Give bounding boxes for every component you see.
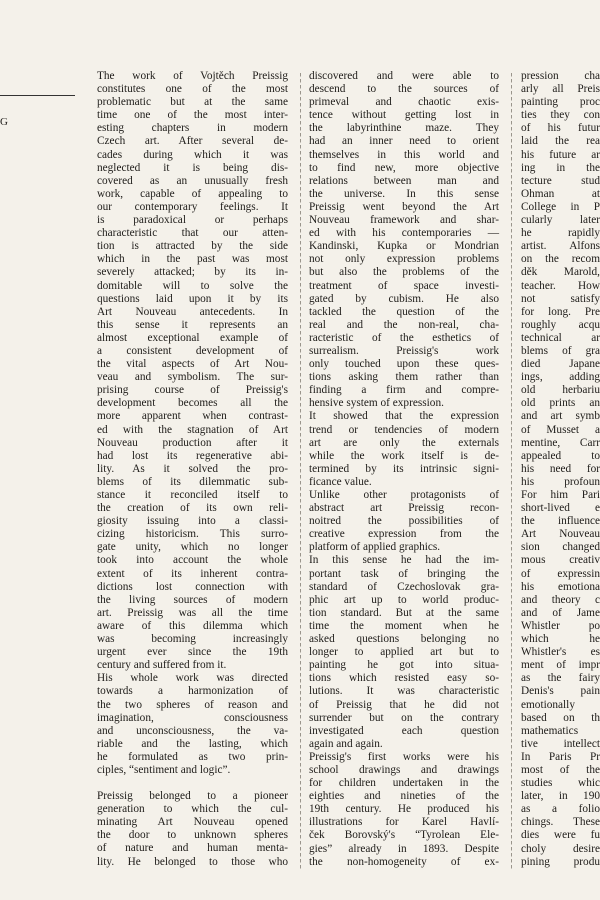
text-line: old prints an [521, 397, 600, 410]
text-line: school drawings and drawings [309, 763, 499, 776]
text-line: had an inner need to orient [309, 135, 499, 148]
text-line: ties they con [521, 109, 600, 122]
text-line: painting proc [521, 96, 600, 109]
text-line: time the moment when he [309, 619, 499, 632]
text-line: technical ar [521, 331, 600, 344]
text-line: the creation of its own reli- [97, 502, 288, 515]
text-line: emotionally [521, 698, 575, 711]
text-line: this sense it represents an [97, 318, 288, 331]
text-line: stance it reconciled itself to [97, 489, 288, 501]
text-line: relations between man and [309, 174, 499, 187]
text-line: lity. As it solved the pro- [97, 462, 288, 475]
text-line: had lost its regenerative abi- [97, 449, 288, 462]
text-line: gies” already in 1893. Despite [309, 842, 499, 855]
text-line: pression cha [521, 70, 600, 82]
text-line: tions asking them rather than [309, 371, 499, 384]
text-line: extent of its inherent contra- [97, 567, 288, 580]
text-line: děk Marold, [521, 266, 600, 279]
text-line: dies were fu [521, 829, 600, 842]
text-line: art. Preissig was all the time [97, 606, 288, 619]
text-line: minating Art Nouveau opened [97, 816, 288, 829]
text-line: only touched upon these ques- [309, 358, 499, 371]
text-line: chings. These [521, 816, 600, 829]
text-line: gated by cubism. He also [309, 292, 499, 305]
text-line: Preissig belonged to a pioneer [97, 790, 288, 803]
text-line: the vital aspects of Art Nou- [97, 358, 288, 371]
text-line: later, in 190 [521, 790, 600, 803]
text-line: real and the non-real, cha- [309, 318, 499, 331]
text-line: ficance value. [309, 475, 372, 488]
text-line: His whole work was directed [97, 672, 288, 685]
text-line: died Japane [521, 358, 600, 371]
text-line: is paradoxical or perhaps [97, 214, 288, 227]
text-line: abstract art Preissig recon- [309, 502, 499, 515]
text-line: dictions lost connection with [97, 580, 288, 593]
text-line: his need for [521, 462, 600, 475]
text-line: characteristic that our atten- [97, 227, 288, 240]
text-line: of his futur [521, 122, 600, 135]
text-line: lutions. It was characteristic [309, 685, 499, 698]
text-line: a consistent development of [97, 344, 288, 357]
text-line: and of Jame [521, 606, 600, 619]
text-line: century and suffered from it. [97, 659, 227, 672]
text-line: cizing historicism. This surro- [97, 528, 288, 541]
text-line: for children undertaken in the [309, 777, 499, 790]
text-line: blems of its dilemmatic sub- [97, 475, 288, 488]
text-line: noitred the possibilities of [309, 515, 499, 528]
text-column-3 [521, 70, 600, 869]
text-line: tackled the question of the [309, 305, 499, 318]
paragraph-gap [97, 777, 288, 790]
text-line: arly all Preis [521, 83, 600, 96]
text-line: ciples, “sentiment and logic”. [97, 763, 231, 776]
text-line: trend or tendencies of modern [309, 423, 499, 436]
text-line: eighties and nineties of the [309, 790, 499, 803]
text-line: he rapidly [521, 227, 600, 240]
text-line: painting he got into situa- [309, 659, 499, 672]
text-line: College in P [521, 200, 600, 213]
text-line: surrealism. Preissig's work [309, 344, 499, 357]
text-line: not only expression problems [309, 253, 499, 266]
text-line: which he [521, 633, 600, 646]
text-line: not satisfy [521, 292, 600, 305]
text-line: ing in the [521, 161, 600, 174]
text-line: termined by its intrinsic signi- [309, 462, 499, 475]
text-line: Art Nouveau [521, 528, 600, 541]
text-line: Preissig went beyond the Art [309, 200, 499, 213]
text-line: For him Pari [521, 489, 600, 501]
text-line: discovered and were able to [309, 70, 499, 82]
text-line: illustrations for Karel Havlí- [309, 816, 499, 829]
text-line: finding a firm and compre- [309, 384, 499, 397]
text-line: tecture stud [521, 174, 600, 187]
text-line: longer to applied art but to [309, 646, 499, 659]
text-line: domitable will to solve the [97, 279, 288, 292]
column-divider [511, 73, 512, 871]
text-column-1 [97, 70, 288, 869]
text-line: neglected it is being dis- [97, 161, 288, 174]
text-line: tion standard. But at the same [309, 606, 499, 619]
text-line: of Musset a [521, 423, 600, 436]
text-line: standard of Czechoslovak gra- [309, 580, 499, 593]
text-line: on the recom [521, 253, 600, 266]
text-line: old herbariu [521, 384, 600, 397]
text-line: choly desire [521, 842, 600, 855]
text-line: work, capable of appealing to [97, 187, 288, 200]
text-line: while the work itself is de- [309, 449, 499, 462]
text-line: tive intellect [521, 737, 600, 750]
text-line: the labyrinthine maze. They [309, 122, 499, 135]
text-line: he formulated as two prin- [97, 750, 288, 763]
text-line: pining produ [521, 855, 600, 868]
text-line: esting chapters in modern [97, 122, 288, 135]
text-line: roughly acqu [521, 318, 600, 331]
text-line: his emotiona [521, 580, 600, 593]
text-line: prising course of Preissig's [97, 384, 288, 397]
text-line: cularly later [521, 214, 600, 227]
text-line: primeval and chaotic exis- [309, 96, 499, 109]
text-line: based on th [521, 711, 600, 724]
text-line: of nature and human menta- [97, 842, 288, 855]
text-line: Denis's pain [521, 685, 600, 698]
text-line: Preissig's first works were his [309, 750, 499, 763]
text-line: and unconsciousness, the va- [97, 724, 288, 737]
text-line: portant task of bringing the [309, 567, 499, 580]
text-line: themselves in this world and [309, 148, 499, 161]
text-line: his future ar [521, 148, 600, 161]
text-line: ed with his contemporaries — [309, 227, 499, 240]
text-line: and theory c [521, 593, 600, 606]
text-line: imagination, consciousness [97, 711, 288, 724]
text-line: ment of impr [521, 659, 600, 672]
text-line: for long. Pre [521, 305, 600, 318]
text-line: gate unity, which no longer [97, 541, 288, 554]
text-line: In Paris Pr [521, 750, 600, 763]
text-line: Whistler po [521, 619, 600, 632]
text-line: short-lived e [521, 502, 600, 515]
text-line: covered as an unusually fresh [97, 174, 288, 187]
text-line: as the fairy [521, 672, 600, 685]
text-line: tions which resisted easy so- [309, 672, 499, 685]
text-line: towards a harmonization of [97, 685, 288, 698]
text-line: the non-homogeneity of ex- [309, 855, 499, 868]
margin-rule [0, 95, 75, 96]
text-line: ings, adding [521, 371, 600, 384]
text-line: artist. Alfons [521, 240, 600, 253]
text-line: development becomes all the [97, 397, 288, 410]
text-line: and art symb [521, 410, 600, 423]
text-line: The work of Vojtěch Preissig [97, 70, 288, 82]
text-line: the two spheres of reason and [97, 698, 288, 711]
text-line: questions laid upon it by its [97, 292, 288, 305]
text-line: hensive system of expression. [309, 397, 444, 410]
text-line: art are only the externals [309, 436, 499, 449]
text-line: Nouveau production after it [97, 436, 288, 449]
text-line: lity. He belonged to those who [97, 855, 288, 868]
text-line: tence without getting lost in [309, 109, 499, 122]
text-line: studies whic [521, 777, 600, 790]
text-line: veau and symbolism. The sur- [97, 371, 288, 384]
text-line: the universe. In this sense [309, 187, 499, 200]
text-line: the door to unknown spheres [97, 829, 288, 842]
text-line: to find new, more objective [309, 161, 499, 174]
text-line: racteristic of the esthetics of [309, 331, 499, 344]
text-line: almost exceptional example of [97, 331, 288, 344]
text-line: sion changed [521, 541, 600, 554]
text-line: treatment of space investi- [309, 279, 499, 292]
text-line: mentine, Carr [521, 436, 600, 449]
text-line: more apparent when contrast- [97, 410, 288, 423]
text-line: aware of this dilemma which [97, 619, 288, 632]
text-line: as a folio [521, 803, 600, 816]
text-line: generation to which the cul- [97, 803, 288, 816]
text-line: investigated each question [309, 724, 499, 737]
text-line: ed with the stagnation of Art [97, 423, 288, 436]
text-line: Unlike other protagonists of [309, 489, 499, 501]
text-line: the living sources of modern [97, 593, 288, 606]
text-line: Art Nouveau antecedents. In [97, 305, 288, 318]
text-line: riable and the lasting, which [97, 737, 288, 750]
text-line: severely attacked; by its in- [97, 266, 288, 279]
text-line: giosity issuing into a classi- [97, 515, 288, 528]
text-line: appealed to [521, 449, 600, 462]
margin-label: G [0, 116, 9, 128]
text-line: time one of the most inter- [97, 109, 288, 122]
text-line: but also the problems of the [309, 266, 499, 279]
text-line: platform of applied graphics. [309, 541, 441, 554]
text-line: his profoun [521, 475, 600, 488]
text-line: the influence [521, 515, 600, 528]
text-line: surrender but on the contrary [309, 711, 499, 724]
text-line: of expressin [521, 567, 600, 580]
text-line: problematic but at the same [97, 96, 288, 109]
text-line: mathematics [521, 724, 579, 737]
text-line: Nouveau framework and shar- [309, 214, 499, 227]
text-line: asked questions belonging no [309, 633, 499, 646]
text-line: Czech art. After several de- [97, 135, 288, 148]
text-line: cades during which it was [97, 148, 288, 161]
text-line: our contemporary feelings. It [97, 200, 288, 213]
text-line: creative expression from the [309, 528, 499, 541]
text-line: mous creativ [521, 554, 600, 567]
text-line: Ohman at [521, 187, 600, 200]
column-divider [300, 73, 301, 871]
text-line: most of the [521, 763, 600, 776]
text-line: Kandinski, Kupka or Mondrian [309, 240, 499, 253]
text-line: took into account the whole [97, 554, 288, 567]
text-line: Whistler's es [521, 646, 600, 659]
text-line: teacher. How [521, 279, 600, 292]
text-line: ček Borovský's “Tyrolean Ele- [309, 829, 499, 842]
text-line: of Preissig that he did not [309, 698, 499, 711]
text-line: In this sense he had the im- [309, 554, 499, 567]
text-line: descend to the sources of [309, 83, 499, 96]
text-line: It showed that the expression [309, 410, 499, 423]
text-line: was becoming increasingly [97, 633, 288, 646]
text-line: 19th century. He produced his [309, 803, 499, 816]
text-line: laid the rea [521, 135, 600, 148]
text-line: constitutes one of the most [97, 83, 288, 96]
text-line: again and again. [309, 737, 383, 750]
text-line: phic art up to world produc- [309, 593, 499, 606]
text-line: urgent ever since the 19th [97, 646, 288, 659]
text-line: tion is attracted by the side [97, 240, 288, 253]
text-column-2 [309, 70, 499, 869]
text-line: blems of gra [521, 344, 600, 357]
text-line: which in the past was most [97, 253, 288, 266]
